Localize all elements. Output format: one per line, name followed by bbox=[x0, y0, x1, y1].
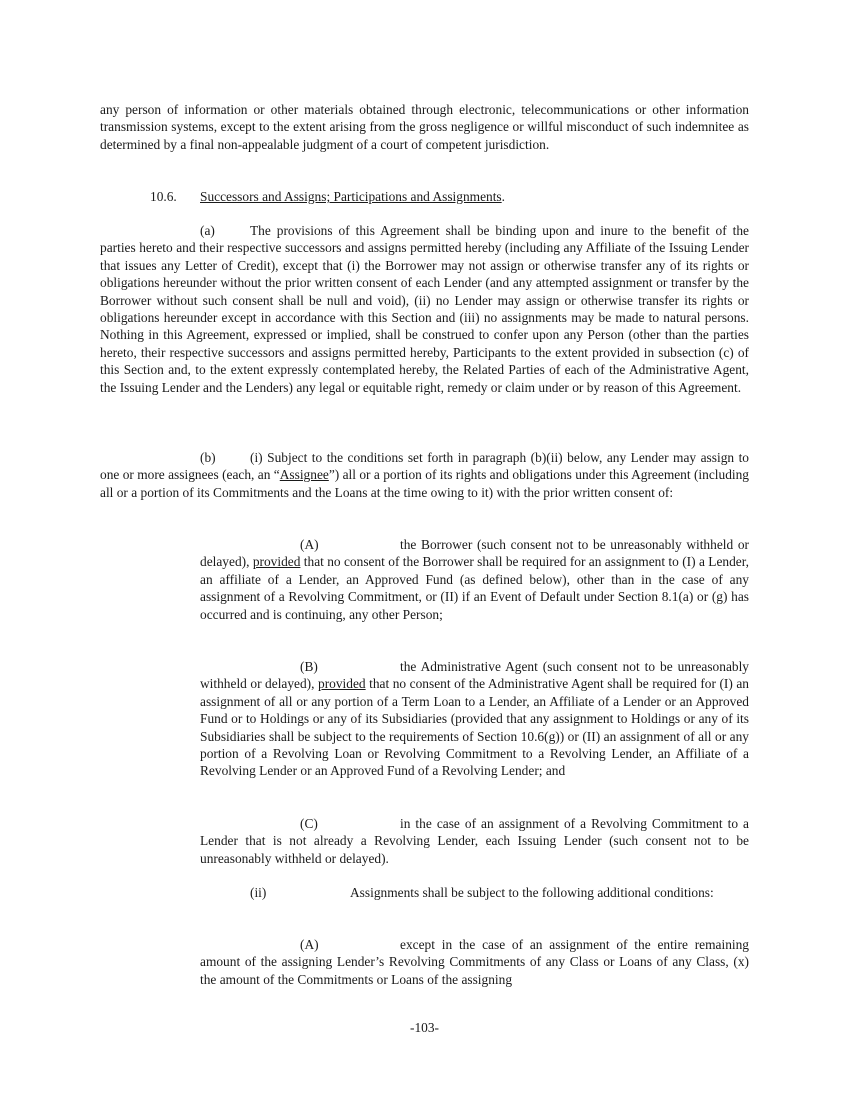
item-c-consent bbox=[200, 815, 749, 867]
item-b-label: (B) bbox=[300, 659, 318, 674]
section-title: Successors and Assigns; Participations and Assignments bbox=[200, 189, 502, 204]
item-a-text-before: the Borrower (such consent not to be unreasonably withheld or delayed), bbox=[200, 537, 749, 570]
item-b-consent bbox=[200, 658, 749, 780]
item-a-label: (A) bbox=[300, 537, 319, 552]
item-a-provided: provided bbox=[252, 554, 301, 570]
item-ii-text: Assignments shall be subject to the following additional conditions: bbox=[350, 885, 714, 900]
paragraph-b-label: (b) bbox=[200, 450, 216, 465]
item-ii-a-text: except in the case of an assignment of the entire remaining amount of the assigning Lender’s Revolving Commitments of any Class or Loans of any Class, (x) the amount of the Commitments or Loans of the assigning bbox=[200, 937, 749, 987]
assignee-defined-term: Assignee bbox=[279, 467, 329, 483]
item-a-consent bbox=[200, 536, 749, 623]
page-number: -103- bbox=[409, 1020, 439, 1035]
item-a-text-after: that no consent of the Borrower shall be required for an assignment to (I) a Lender, an affiliate of a Lender, an Approved Fund (as defined below), other than in the case of any assignment of a Revolving Commitment, or (II) if an Event of Default under Section 8.1(a) or (g) has occurred and is continuing, any other Person; bbox=[200, 554, 749, 622]
item-b-text-after: that no consent of the Administrative Agent shall be required for (I) an assignment of all or any portion of a Term Loan to a Lender, an Affiliate of a Lender or an Approved Fund or to Holdings or any of its Subsidiaries (provided that any assignment to Holdings or any of its Subsidiaries shall be subject to the requirements of Section 10.6(g)) or (II) an assignment of all or any portion of a Revolving Loan or Revolving Commitment to a Revolving Lender, an Affiliate of a Revolving Lender or an Approved Fund of a Revolving Lender; and bbox=[200, 676, 749, 779]
item-c-label: (C) bbox=[300, 816, 318, 831]
item-b-provided: provided bbox=[318, 676, 366, 692]
section-number: 10.6. bbox=[150, 189, 177, 204]
paragraph-b-text-before: (i) Subject to the conditions set forth in paragraph (b)(ii) below, any Lender may assign to one or more assignees (each, an “ bbox=[100, 450, 749, 483]
item-b-text-before: the Administrative Agent (such consent not to be unreasonably withheld or delayed), bbox=[200, 659, 749, 692]
item-ii-conditions bbox=[150, 884, 749, 901]
intro-paragraph bbox=[100, 101, 749, 153]
paragraph-a bbox=[100, 222, 749, 396]
intro-text: any person of information or other materials obtained through electronic, telecommunications or other information transmission systems, except to the extent arising from the gross negligence or willful misconduct of such indemnitee as determined by a final non-appealable judgment of a court of competent jurisdiction. bbox=[100, 102, 749, 152]
item-c-text: in the case of an assignment of a Revolving Commitment to a Lender that is not already a Revolving Lender, each Issuing Lender (such consent not to be unreasonably withheld or delayed). bbox=[200, 816, 749, 866]
item-ii-a-label: (A) bbox=[300, 937, 319, 952]
paragraph-b bbox=[100, 449, 749, 501]
item-ii-label: (ii) bbox=[250, 885, 267, 900]
item-ii-a bbox=[200, 936, 749, 988]
section-title-period: . bbox=[501, 189, 506, 204]
paragraph-a-label: (a) bbox=[200, 223, 215, 238]
paragraph-a-text: The provisions of this Agreement shall be binding upon and inure to the benefit of the parties hereto and their respective successors and assigns permitted hereby (including any Affiliate of the Issuing Lender that issues any Letter of Credit), except that (i) the Borrower may not assign or otherwise transfer any of its rights or obligations hereunder without the prior written consent of each Lender (and any attempted assignment or transfer by the Borrower without such consent shall be null and void), (ii) no Lender may assign or otherwise transfer its rights or obligations hereunder except in accordance with this Section and (iii) no assignments may be made to natural persons. Nothing in this Agreement, expressed or implied, shall be construed to confer upon any Person (other than the parties hereto, their respective successors and assigns permitted hereby, Participants to the extent provided in subsection (c) of this Section and, to the extent expressly contemplated hereby, the Related Parties of each of the Administrative Agent, the Issuing Lender and the Lenders) any legal or equitable right, remedy or claim under or by reason of this Agreement. bbox=[100, 223, 749, 395]
paragraph-b-text-after: ”) all or a portion of its rights and obligations under this Agreement (including all or a portion of its Commitments and the Loans at the time owing to it) with the prior written consent of: bbox=[100, 467, 750, 500]
section-heading bbox=[150, 188, 749, 205]
